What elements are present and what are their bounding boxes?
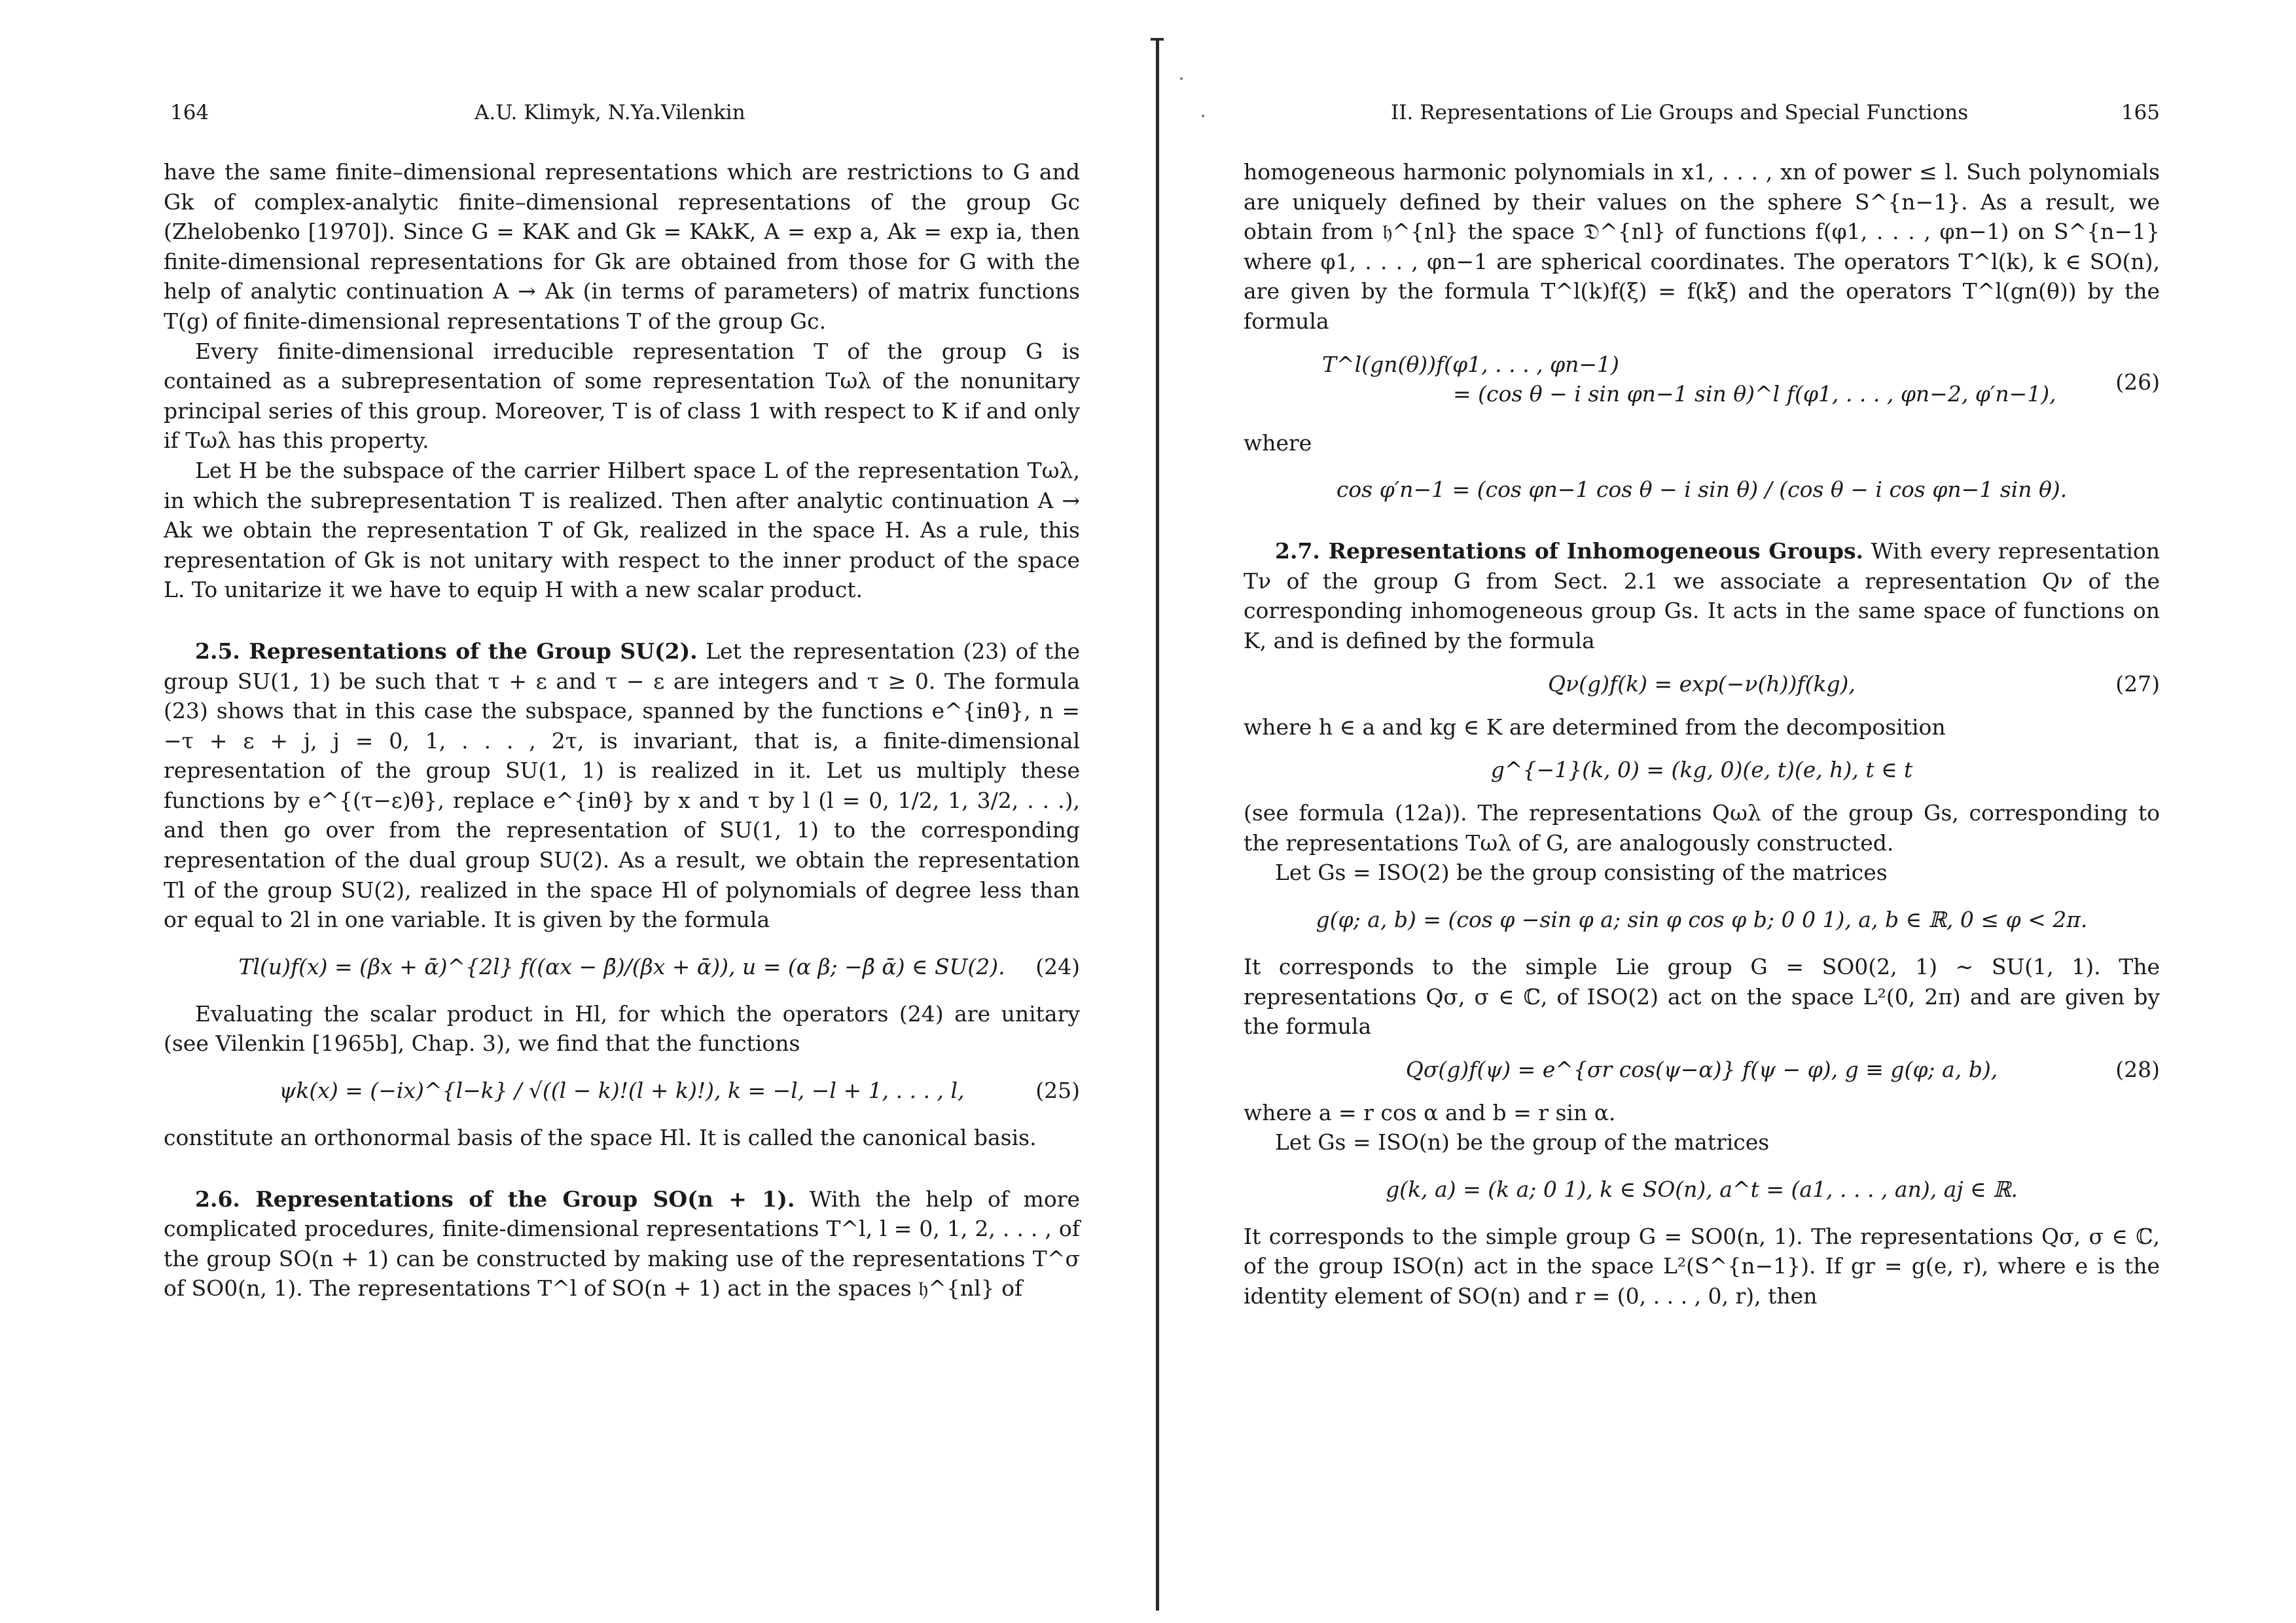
paragraph: constitute an orthonormal basis of the space Hl. It is called the canonical basis. — [164, 1125, 1037, 1151]
section-heading: 2.5. Representations of the Group SU(2). — [195, 638, 698, 664]
paragraph: Every finite-dimensional irreducible representation T of the group G is contained as a subrepresentation of some representation Tωλ of the nonunitary principal series of this group. Moreover, T is of class 1 with respect to K if and only if Tωλ has this property. — [164, 338, 1080, 454]
page-number: 164 — [170, 101, 209, 124]
gutter-mark — [1151, 38, 1164, 41]
section-text: With the help of more complicated procedures, finite-dimensional representations T^l, l = 0, 1, 2, . . . , of the group SO(n + 1) can be constructed by making use of the representations T^σ of SO0(n, 1). The representations T^l of SO(n + 1) act in the spaces 𝔥^{nl} of — [164, 1186, 1080, 1302]
right-body — [1244, 157, 2160, 1311]
paragraph: Let Gs = ISO(2) be the group consisting of the matrices — [1275, 860, 1888, 886]
paragraph: homogeneous harmonic polynomials in x1, . . . , xn of power ≤ l. Such polynomials are uniquely defined by their values on the sphere S^{n−1}. As a result, we obtain from 𝔥^{nl} the space 𝔇^{nl} of functions f(φ1, . . . , φn−1) on S^{n−1} where φ1, . . . , φn−1 are spherical coordinates. The operators T^l(k), k ∈ SO(n), are given by the formula T^l(k)f(ξ) = f(kξ) and the operators T^l(gn(θ)) by the formula — [1244, 159, 2160, 334]
paragraph: where h ∈ a and kg ∈ K are determined from the decomposition — [1244, 714, 1946, 740]
section-2-6 — [164, 1184, 1080, 1304]
section-heading: 2.6. Representations of the Group SO(n + 1). — [195, 1186, 795, 1212]
equation-body: Qν(g)f(k) = exp(−ν(h))f(kg), — [1548, 670, 1856, 697]
section-heading: 2.7. Representations of Inhomogeneous Groups. — [1275, 538, 1864, 564]
equation-decomposition — [1244, 755, 2160, 785]
equation-cos — [1244, 475, 2160, 505]
equation-line — [1244, 350, 2160, 380]
equation-body: ψk(x) = (−ix)^{l−k} / √((l − k)!(l + k)!), k = −l, −l + 1, . . . , l, — [279, 1078, 965, 1104]
book-gutter — [1156, 39, 1159, 1611]
equation-body: cos φ′n−1 = (cos φn−1 cos θ − i sin θ) / (cos θ − i cos φn−1 sin θ). — [1336, 477, 2068, 503]
paragraph: (see formula (12a)). The representations Qωλ of the group Gs, corresponding to the representations Tωλ of G, are analogously constructed. — [1244, 800, 2160, 856]
running-head-title: A.U. Klimyk, N.Ya.Vilenkin — [475, 101, 745, 124]
paragraph: It corresponds to the simple Lie group G = SO0(2, 1) ∼ SU(1, 1). The representations Qσ, σ ∈ ℂ, of ISO(2) act on the space L²(0, 2π) and are given by the formula — [1244, 953, 2160, 1040]
equation-body: T^l(gn(θ))f(φ1, . . . , φn−1) — [1322, 351, 1619, 377]
scan-speck — [1202, 115, 1204, 117]
paragraph: where — [1244, 429, 1312, 456]
paragraph: have the same finite–dimensional representations which are restrictions to G and Gk of complex-analytic finite–dimensional representations of the group Gc (Zhelobenko [1970]). Since G = KAK and Gk = KAkK, A = exp a, Ak = exp ia, then finite-dimensional representations for Gk are obtained from those for G with the help of analytic continuation A → Ak (in terms of parameters) of matrix functions T(g) of finite-dimensional representations T of the group Gc. — [164, 159, 1080, 334]
equation-number: (25) — [1035, 1078, 1080, 1104]
equation-body: g^{−1}(k, 0) = (kg, 0)(e, t)(e, h), t ∈ t — [1490, 757, 1913, 783]
paragraph: Let H be the subspace of the carrier Hilbert space L of the representation Tωλ, in which the subrepresentation T is realized. Then after analytic continuation A → Ak we obtain the representation T of Gk, realized in the space H. As a rule, this representation of Gk is not unitary with respect to the inner product of the space L. To unitarize it we have to equip H with a new scalar product. — [164, 457, 1080, 603]
page-number: 165 — [2121, 101, 2160, 124]
equation-28 — [1244, 1055, 2160, 1085]
equation-25 — [164, 1076, 1080, 1106]
equation-27 — [1244, 669, 2160, 699]
equation-gk — [1244, 1175, 2160, 1205]
equation-body: Qσ(g)f(ψ) = e^{σr cos(ψ−α)} f(ψ − φ), g ≡ g(φ; a, b), — [1405, 1056, 1998, 1082]
scan-speck — [1180, 77, 1183, 80]
equation-body: g(φ; a, b) = (cos φ −sin φ a; sin φ cos φ b; 0 0 1), a, b ∈ ℝ, 0 ≤ φ < 2π. — [1316, 906, 2088, 932]
equation-body: Tl(u)f(x) = (βx + ᾱ)^{2l} f((αx − β̄)/(βx + ᾱ)), u = (α β; −β̄ ᾱ) ∈ SU(2). — [238, 953, 1005, 979]
section-2-5 — [164, 636, 1080, 935]
running-head-title: II. Representations of Lie Groups and Special Functions — [1391, 101, 1969, 124]
equation-26 — [1244, 350, 2160, 415]
equation-line — [1244, 379, 2160, 409]
equation-body: g(k, a) = (k a; 0 1), k ∈ SO(n), a^t = (a1, . . . , an), aj ∈ ℝ. — [1386, 1176, 2018, 1202]
paragraph: Let Gs = ISO(n) be the group of the matrices — [1275, 1129, 1770, 1156]
equation-body: = (cos θ − i sin φn−1 sin θ)^l f(φ1, . . . , φn−2, φ′n−1), — [1453, 381, 2056, 407]
equation-number: (27) — [2115, 670, 2160, 697]
equation-24 — [164, 952, 1080, 982]
left-running-head — [164, 98, 1080, 128]
right-running-head — [1244, 98, 2160, 128]
equation-number: (26) — [2115, 369, 2160, 395]
equation-number: (28) — [2115, 1056, 2160, 1082]
equation-number: (24) — [1035, 954, 1080, 980]
section-text: With every representation Tν of the group G from Sect. 2.1 we associate a representation Qν of the corresponding inhomogeneous group Gs. It acts in the same space of functions on K, and is defined by the formula — [1244, 538, 2160, 653]
paragraph: It corresponds to the simple group G = SO0(n, 1). The representations Qσ, σ ∈ ℂ, of the group ISO(n) act in the space L²(S^{n−1}). If gr = g(e, r), where e is the identity element of SO(n) and r = (0, . . . , 0, r), then — [1244, 1223, 2160, 1309]
right-page — [1244, 0, 2160, 1623]
section-2-7 — [1244, 536, 2160, 655]
left-page — [164, 0, 1080, 1623]
paragraph: where a = r cos α and b = r sin α. — [1244, 1099, 1616, 1125]
paragraph: Evaluating the scalar product in Hl, for which the operators (24) are unitary (see Vilenkin [1965b], Chap. 3), we find that the functions — [164, 1000, 1080, 1057]
section-text: Let the representation (23) of the group SU(1, 1) be such that τ + ε and τ − ε are integers and τ ≥ 0. The formula (23) shows that in this case the subspace, spanned by the functions e^{inθ}, n = −τ + ε + j, j = 0, 1, . . . , 2τ, is invariant, that is, a finite-dimensional representation of the group SU(1, 1) is realized in it. Let us multiply these functions by e^{(τ−ε)θ}, replace e^{inθ} by x and τ by l (l = 0, 1/2, 1, 3/2, . . .), and then go over from the representation of SU(1, 1) to the corresponding representation of the dual group SU(2). As a result, we obtain the representation Tl of the group SU(2), realized in the space Hl of polynomials of degree less than or equal to 2l in one variable. It is given by the formula — [164, 638, 1080, 933]
equation-matrix — [1244, 905, 2160, 935]
left-body — [164, 157, 1080, 1304]
